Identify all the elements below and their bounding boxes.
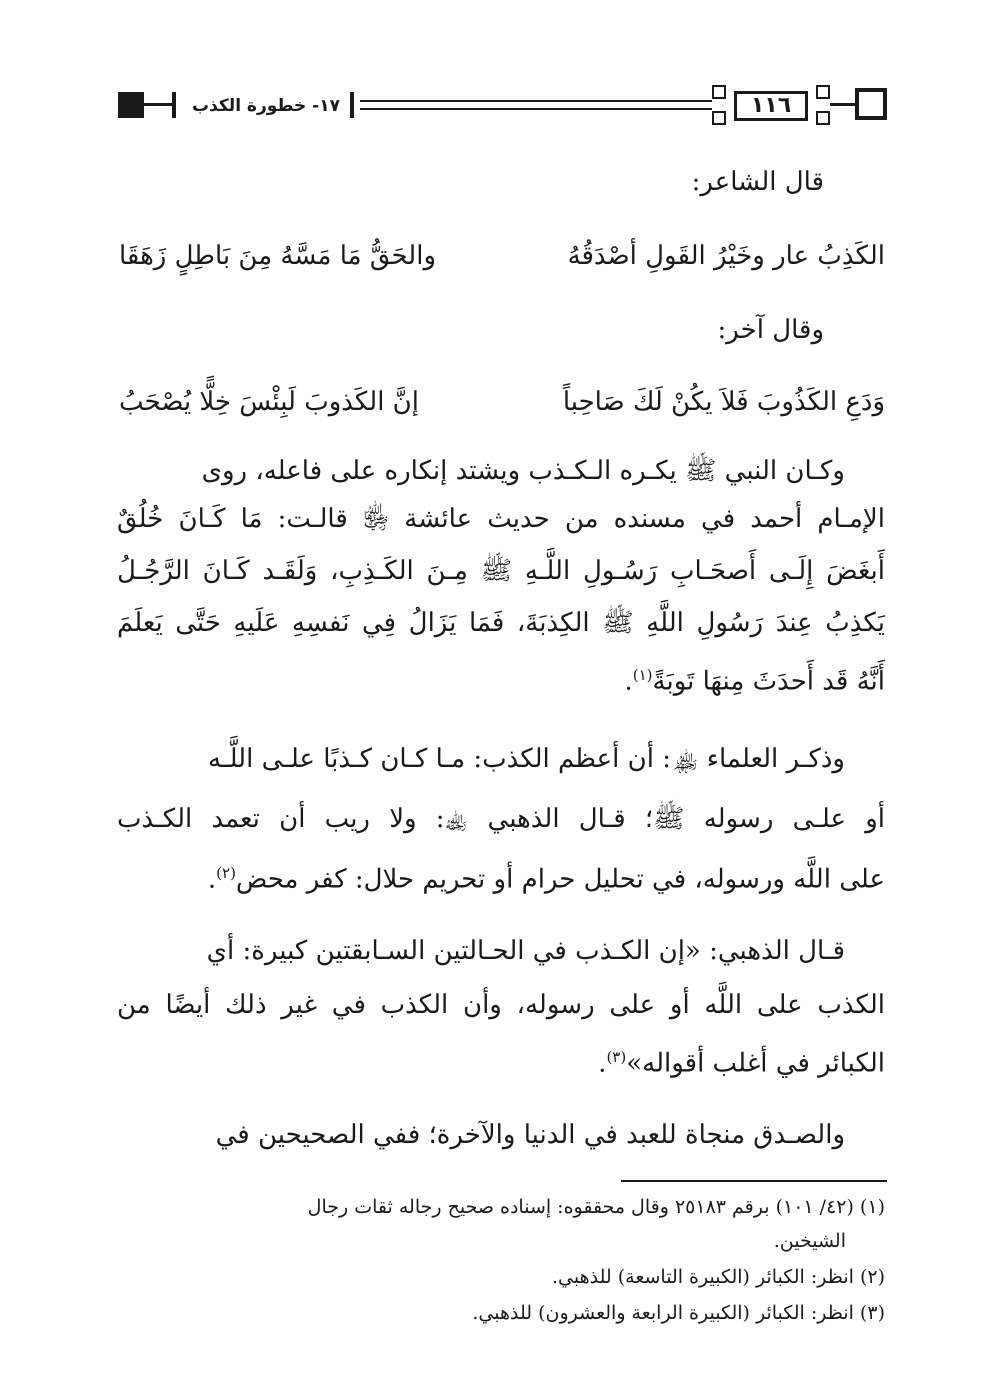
para1-line: أَنَّهُ قَد أَحدَثَ مِنهَا تَوبَةً$^{(١)}$. [624,666,885,697]
header-rule-right [830,103,856,106]
page-header [0,0,1004,150]
para2-line: على اللَّه ورسوله، في تحليل حرام أو تحريم حلال: كفر محض$^{(٢)}$. [207,864,885,895]
footnote-separator [621,1180,887,1182]
para3-line: الكبائر في أغلب أقواله»$^{(٣)}$. [598,1048,885,1079]
para1-line: الإمـام أحمد في مسنده من حديث عائشة ﵂ قالـت: مَا كَـانَ خُلُقٌ [117,504,885,534]
header-end-square [118,92,144,118]
frame-ornament [712,111,726,125]
header-rule-left [144,103,172,106]
footnote-ref[interactable]: (٣) [606,1048,627,1066]
poem1-intro: قال الشاعر: [691,167,824,197]
chapter-title: ١٧- خطورة الكذب [192,96,340,116]
para1-line: يَكذِبُ عِندَ رَسُولِ اللَّهِ ﷺ الكِذبَةَ، فَمَا يَزَالُ فِي نَفسِهِ عَلَيهِ حَتَّى يَعلَمَ [117,608,885,638]
poem2-right-hemistich: وَدَعِ الكَذُوبَ فَلاَ يكُنْ لَكَ صَاحِباً [562,387,885,417]
frame-ornament [816,85,830,99]
para3-line: قـال الذهبي: «إن الكـذب في الحـالتين السـابقتين كبيرة: أي [206,936,845,966]
poem2-intro: وقال آخر: [717,315,824,345]
frame-ornament [712,85,726,99]
header-divider [172,92,176,118]
page-number: ١١٦ [734,91,808,121]
footnote-ref[interactable]: (٢) [216,864,236,882]
frame-ornament [816,111,830,125]
page-number-frame [712,85,830,127]
para1-line: أَبغَضَ إِلَـى أَصحَـابِ رَسُـولِ اللَّـهِ ﷺ مِـنَ الكَـذِبِ، وَلَقَـد كَـانَ الرَّجُـلُ [117,556,885,586]
para2-line: وذكـر العلماء ﵏: أن أعظم الكذب: مـا كـان كـذبًا علـى اللَّـه [208,744,845,774]
footnote-ref[interactable]: (١) [632,666,653,684]
para2-line: أو علـى رسوله ﷺ؛ قـال الذهبي ﵀: ولا ريب أن تعمد الكـذب [117,804,885,834]
poem2-left-hemistich: إنَّ الكَذوبَ لَبِئْسَ خِلًّا يُصْحَبُ [119,387,420,417]
footnote-3: (٣) انظر: الكبائر (الكبيرة الرابعة والعشرون) للذهبي. [472,1302,885,1324]
header-divider [350,92,354,118]
para3-line: الكذب على اللَّه أو على رسوله، وأن الكذب في غير ذلك أيضًا من [117,990,885,1020]
header-end-box [855,88,887,120]
poem1-left-hemistich: والحَقُّ مَا مَسَّهُ مِنَ بَاطِلٍ زَهَقَا [119,241,437,271]
header-rule-bottom [360,108,712,110]
header-rule-top [360,100,712,102]
para4-line: والصـدق منجاة للعبد في الدنيا والآخرة؛ ففي الصحيحين في [215,1120,845,1150]
footnote-1-continued: الشيخين. [773,1230,846,1252]
para1-line: وكـان النبي ﷺ يكـره الـكـذب ويشتد إنكاره على فاعله، روى [201,456,845,486]
poem1-right-hemistich: الكَذِبُ عار وخَيْرُ القَولِ أصْدَقُهُ [567,241,885,271]
footnote-2: (٢) انظر: الكبائر (الكبيرة التاسعة) للذهبي. [552,1266,885,1288]
footnote-1: (١) (٤٢/ ١٠١) برقم ٢٥١٨٣ وقال محققوه: إسناده صحيح رجاله ثقات رجال [307,1196,885,1218]
